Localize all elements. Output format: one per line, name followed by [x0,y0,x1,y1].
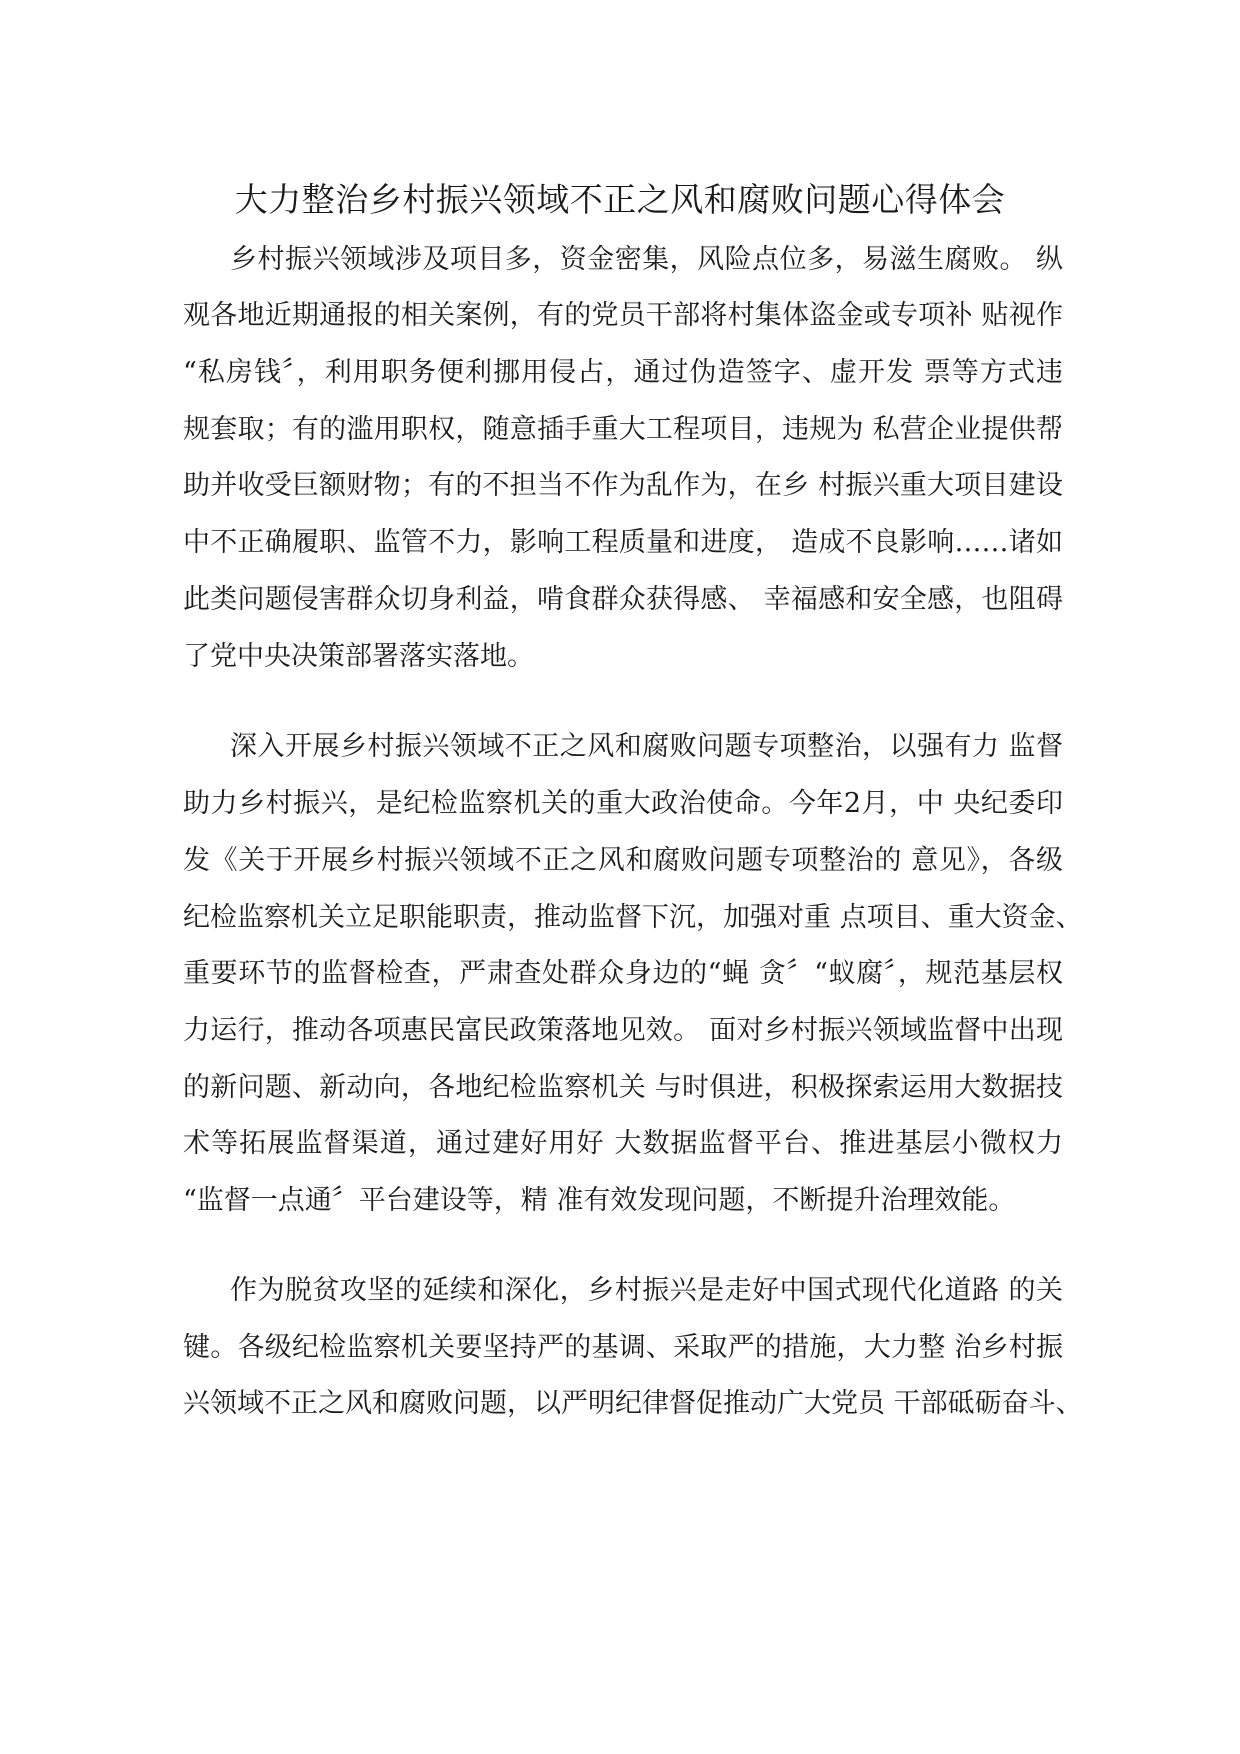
paragraph-line: 观各地近期通报的相关案例，有的党员干部将村集体盗金或专项补 贴视作 [183,300,1063,331]
paragraph-line: 规套取；有的滥用职权，随意插手重大工程项目，违规为 私营企业提供帮 [183,414,1063,445]
paragraph-line: 此类问题侵害群众切身利益，啃食群众获得感、 幸福感和安全感，也阻碍 [183,584,1063,615]
paragraph-line: 乡村振兴领域涉及项目多，资金密集，风险点位多，易滋生腐败。 纵 [230,244,1063,275]
paragraph-line: 深入开展乡村振兴领域不正之风和腐败问题专项整治，以强有力 监督 [230,731,1063,762]
paragraph-line: 纪检监察机关立足职能职责，推动监督下沉，加强对重 点项目、重大资金、 [183,902,1083,933]
paragraph-line: 中不正确履职、监管不力，影响工程质量和进度， 造成不良影响……诸如 [183,527,1063,558]
paragraph-line: “私房钱〞，利用职务便利挪用侵占，通过伪造签字、虚开发 票等方式违 [183,357,1063,388]
paragraph-line: “监督一点通〞平台建设等，精 准有效发现问题，不断提升治理效能。 [183,1185,1016,1216]
paragraph-line: 助并收受巨额财物；有的不担当不作为乱作为，在乡 村振兴重大项目建设 [183,470,1063,501]
paragraph-line: 了党中央决策部署落实落地。 [183,641,534,672]
paragraph-line: 助力乡村振兴，是纪检监察机关的重大政治使命。今年2月，中 央纪委印 [183,788,1063,819]
paragraph-line: 作为脱贫攻坚的延续和深化，乡村振兴是走好中国式现代化道路 的关 [230,1275,1063,1306]
paragraph-line: 的新问题、新动向，各地纪检监察机关 与时俱进，积极探索运用大数据技 [183,1072,1063,1103]
paragraph-line: 术等拓展监督渠道，通过建好用好 大数据监督平台、推进基层小微权力 [183,1128,1063,1159]
paragraph-line: 键。各级纪检监察机关要坚持严的基调、采取严的措施，大力整 治乡村振 [183,1332,1063,1363]
document-title: 大力整治乡村振兴领域不正之风和腐败问题心得体会 [234,180,1006,219]
paragraph-line: 重要环节的监督检查，严肃查处群众身边的“蝇 贪〞“蚁腐〞，规范基层权 [183,958,1063,989]
paragraph-line: 兴领域不正之风和腐败问题，以严明纪律督促推动广大党员 干部砥砺奋斗、 [183,1388,1083,1419]
paragraph-line: 力运行，推动各项惠民富民政策落地见效。 面对乡村振兴领域监督中出现 [183,1015,1063,1046]
paragraph-line: 发《关于开展乡村振兴领域不正之风和腐败问题专项整治的 意见》，各级 [183,845,1063,876]
